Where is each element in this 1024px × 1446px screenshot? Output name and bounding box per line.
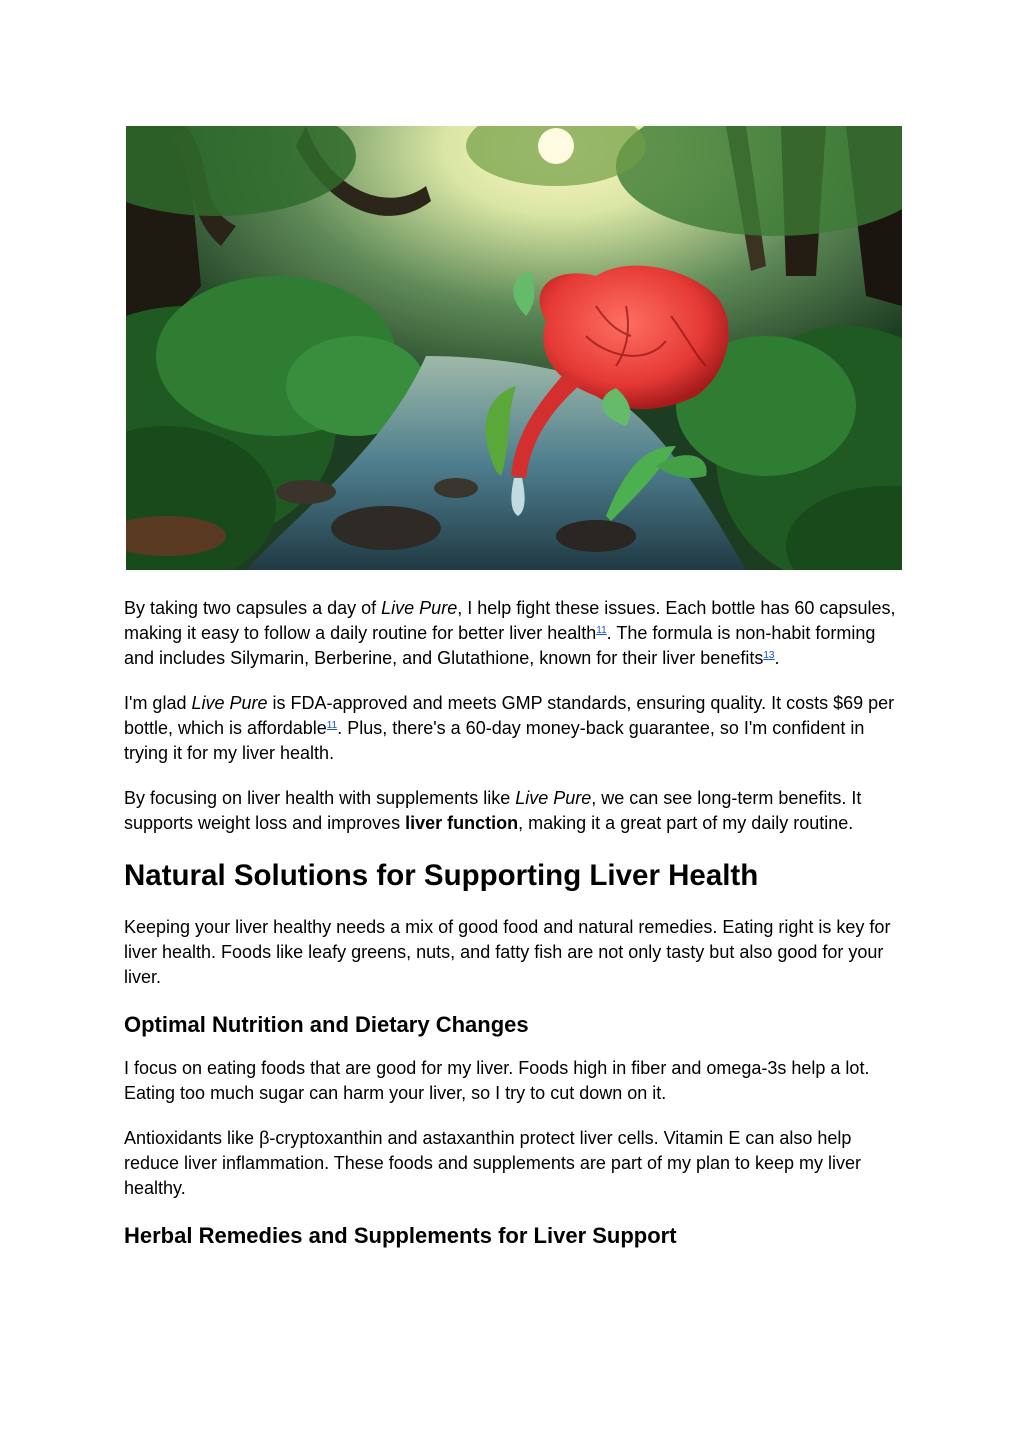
product-name: Live Pure: [381, 598, 458, 618]
product-name: Live Pure: [191, 693, 268, 713]
paragraph-long-term-benefits: [124, 786, 904, 836]
paragraph-fiber-omega: I focus on eating foods that are good for my liver. Foods high in fiber and omega-3s help a lot. Eating too much sugar can harm your liver, so I try to cut down on it.: [124, 1058, 870, 1103]
paragraph-healthy-liver: Keeping your liver healthy needs a mix of good food and natural remedies. Eating right is key for liver health. Foods like leafy greens, nuts, and fatty fish are not only tasty but also good for your liver.: [124, 917, 891, 987]
text-span: By taking two capsules a day of: [124, 598, 382, 618]
bold-term: liver function: [405, 813, 519, 833]
text-span: I'm glad: [124, 693, 192, 713]
footnote-ref[interactable]: [763, 650, 774, 661]
footnote-ref[interactable]: [596, 625, 606, 636]
footnote-link[interactable]: 11: [326, 720, 338, 731]
text-span: . Plus, there's a 60-day money-back guarantee, so I'm confident in trying it for my liver health.: [124, 718, 865, 763]
product-name: Live Pure: [515, 788, 592, 808]
paragraph-fda-approved: [124, 691, 904, 766]
paragraph-antioxidants: Antioxidants like β-cryptoxanthin and astaxanthin protect liver cells. Vitamin E can also help reduce liver inflammation. These foods and supplements are part of my plan to keep my liver healthy.: [124, 1128, 862, 1198]
text-span: is FDA-approved and meets GMP standards, ensuring quality. It costs $69 per bottle, which is affordable: [124, 693, 895, 738]
hero-image: [126, 126, 902, 570]
article-body: [124, 596, 904, 1267]
text-span: .: [774, 648, 780, 668]
paragraph-daily-capsules: [124, 596, 904, 671]
text-span: , making it a great part of my daily routine.: [518, 813, 854, 833]
text-span: , we can see long-term benefits. It supports weight loss and improves: [124, 788, 862, 833]
subsection-heading-herbal: Herbal Remedies and Supplements for Liver Support: [124, 1223, 677, 1248]
text-span: . The formula is non-habit forming and includes Silymarin, Berberine, and Glutathione, known for their liver benefits: [124, 623, 876, 668]
text-span: , I help fight these issues. Each bottle has 60 capsules, making it easy to follow a daily routine for better liver health: [124, 598, 896, 643]
forest-liver-illustration: [126, 126, 902, 570]
footnote-link[interactable]: 13: [763, 650, 775, 661]
footnote-link[interactable]: 11: [596, 625, 607, 636]
section-heading: Natural Solutions for Supporting Liver Health: [124, 859, 759, 892]
footnote-ref[interactable]: [327, 720, 337, 731]
text-span: By focusing on liver health with supplements like: [124, 788, 516, 808]
subsection-heading-nutrition: Optimal Nutrition and Dietary Changes: [124, 1012, 529, 1037]
